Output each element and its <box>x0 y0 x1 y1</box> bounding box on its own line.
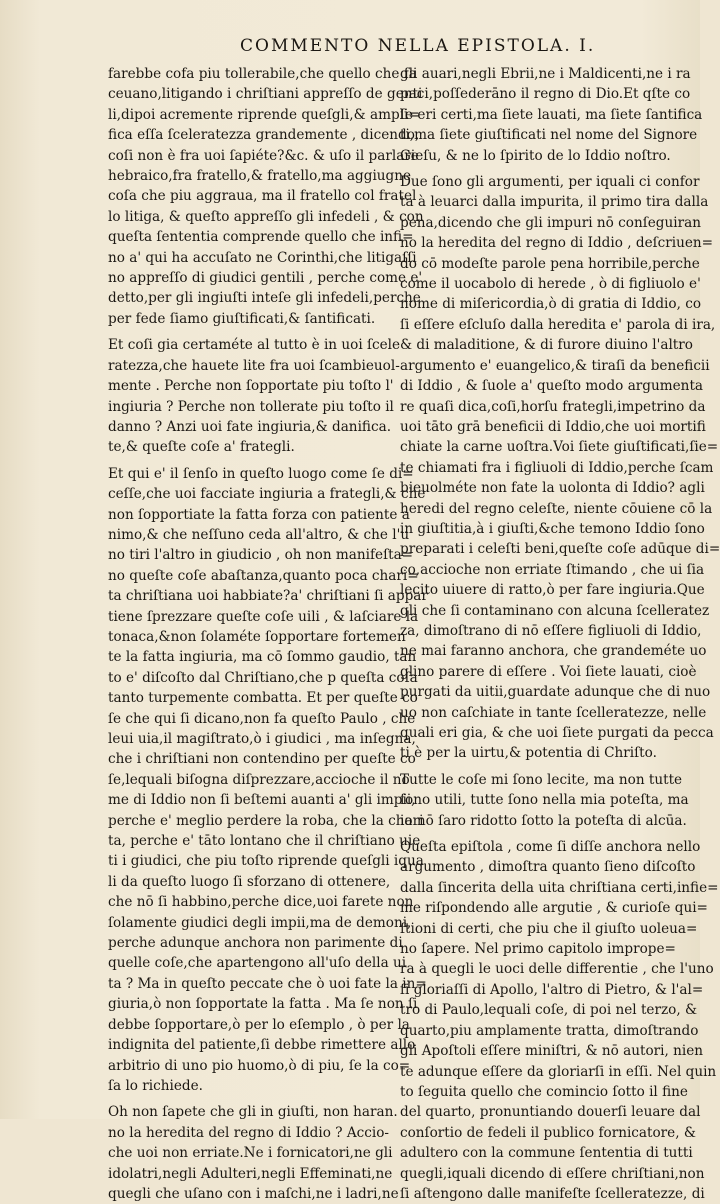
text-line: idolatri,negli Adulteri,negli Effeminati,ne <box>108 1165 393 1182</box>
text-line: no la heredita del regno di Iddio ? Accio- <box>108 1124 390 1141</box>
text-line: quegli che uſano con i maſchi,ne i ladri,ne <box>108 1185 399 1202</box>
text-line: gli Apoſtoli eſſere miniſtri, & nō autori, nien <box>400 1043 704 1060</box>
right-column <box>400 64 720 1204</box>
text-line: za, dimoſtrano di nō eſſere figliuoli di Iddio, <box>400 622 702 639</box>
text-line: ne mai faranno anchora, che grandeméte uo <box>400 643 707 660</box>
text-line: ratezza,che hauete lite fra uoi ſcambieuol- <box>108 357 400 374</box>
text-line: ſolamente giudici degli impii,ma de demoni, <box>108 914 412 931</box>
text-line: tro di Paulo,lequali coſe, di poi nel terzo, & <box>400 1002 698 1019</box>
text-line: lecito uiuere di ratto,ò per fare ingiuria.Que <box>400 582 705 599</box>
text-line: pena,dicendo che gli impuri nō conſeguiran <box>400 214 701 231</box>
text-line: Queſta epiſtola , come ſi diſſe anchora nello <box>400 839 701 856</box>
text-line: co,accioche non erriate ſtimando , che ui ſia <box>400 561 705 578</box>
text-line: uo non caſchiate in tante ſcelleratezze, nelle <box>400 704 707 721</box>
text-line: mente . Perche non ſopportate piu toſto l' <box>108 378 394 395</box>
text-line: nome di miſericordia,ò di gratia di Iddio, co <box>400 296 702 313</box>
text-line: quegli,iquali dicendo di eſſere chriſtiani,non <box>400 1165 705 1182</box>
text-line: danno ? Anzi uoi fate ingiuria,& danifica. <box>108 418 392 435</box>
text-line: ſtioni di certi, che piu che il giuſto uoleua= <box>400 920 698 937</box>
text-line: coſi non è fra uoi ſapiéte?&c. & uſo il parlare <box>108 147 419 164</box>
text-line: di Iddio , & ſuole a' queſto modo argumenta <box>400 378 704 395</box>
text-line: che i chriſtiani non contendino per queſte co <box>108 751 416 768</box>
text-line: detto,per gli ingiuſti inteſe gli infedeli,perche <box>108 290 421 307</box>
paragraph <box>400 770 689 831</box>
text-line: nimo,& che neſſuno ceda all'altro, & che l'u <box>108 526 410 543</box>
text-line: ſa lo richiede. <box>108 1077 203 1094</box>
left-column <box>108 64 428 1204</box>
text-line: chiate la carne uoſtra.Voi ſiete giuſtificati,ſie= <box>400 439 719 456</box>
text-line: adultero con la commune ſententia di tutti <box>400 1145 693 1162</box>
text-line: ceuano,litigando i chriſtiani appreſſo de genti <box>108 86 423 103</box>
text-line: ta, perche e' tāto lontano che il chriſtiano uie <box>108 833 421 850</box>
text-line: li,dipoi acremente riprende queſgli,& ampli= <box>108 106 420 123</box>
text-line: gli auari,negli Ebrii,ne i Maldicenti,ne i ra <box>400 66 691 82</box>
text-line: re quaſi dica,coſi,horſu frategli,impetrino da <box>400 398 706 415</box>
text-line: non ſopportiate la fatta forza con patiente a <box>108 506 410 523</box>
text-line: hebraico,fra fratello,& fratello,ma aggiugne <box>108 168 412 185</box>
text-line: ſe eri certi,ma ſiete lauati, ma ſiete ſantifica <box>400 106 703 123</box>
text-line: arbitrio di uno pio huomo,ò di piu, ſe la co= <box>108 1057 411 1074</box>
text-line: in giuſtitia,à i giuſti,&che temono Iddio ſono <box>400 520 705 537</box>
text-line: li da queſto luogo ſi sforzano di ottenere, <box>108 873 391 890</box>
text-line: bieuolméte non fate la uolonta di Iddio? agli <box>400 480 705 497</box>
text-line: fica eſſa ſceleratezza grandemente , dicendo, <box>108 127 420 144</box>
text-line: Tutte le coſe mi ſono lecite, ma non tutte <box>400 771 683 788</box>
text-line: ſi eſſere eſcluſo dalla heredita e' parola di ira, <box>400 316 716 333</box>
text-line: te adunque eſſere da gloriarſi in eſſi. Nel quin <box>400 1063 717 1080</box>
paragraph <box>108 335 401 457</box>
text-line: debbe ſopportare,ò per lo eſemplo , ò per la <box>108 1016 410 1033</box>
text-line: quarto,piu amplamente tratta, dimoſtrando <box>400 1022 699 1039</box>
text-line: perche e' meglio perdere la roba, che la chari <box>108 812 424 829</box>
text-line: conſortio de fedeli il publico fornicatore, & <box>400 1124 696 1141</box>
text-line: Oh non ſapete che gli in giuſti, non haran. <box>108 1104 398 1121</box>
text-line: glino parere di eſſere . Voi ſiete lauati, cioè <box>400 663 697 680</box>
text-line: leui uia,il magiſtrato,ò i giudici , ma inſegna, <box>108 731 416 747</box>
text-line: io nō ſaro ridotto ſotto la poteſta di alcūa. <box>400 812 687 829</box>
text-line: me di Iddio non ſi beſtemi auanti a' gli impii, <box>108 792 416 809</box>
text-line: te chiamati fra i figliuoli di Iddio,perche ſcam <box>400 459 714 476</box>
text-line: te,& queſte coſe a' frategli. <box>108 439 295 456</box>
text-line: farebbe cofa piu tollerabile,che quello che fa <box>108 66 417 82</box>
text-line: ſe,lequali biſogna diſprezzare,accioche il no <box>108 771 410 788</box>
text-line: no tiri l'altro in giudicio , oh non manifeſta= <box>108 547 414 564</box>
text-line: come il uocabolo di herede , ò di figliuolo e' <box>400 276 701 293</box>
text-line: ſi aſtengono dalle manifeſte ſcelleratezze, di <box>400 1185 705 1202</box>
text-line: ti,ma ſiete giuſtificati nel nome del Signore <box>400 127 698 144</box>
text-line: queſta ſententia comprende quello che infi= <box>108 229 414 246</box>
text-line: coſa che piu aggraua, ma il fratello col fratel <box>108 188 417 205</box>
text-line: Gieſu, & ne lo ſpirito de lo Iddio noſtro. <box>400 147 671 164</box>
text-line: no queſte coſe abaſtanza,quanto poca chari= <box>108 567 419 584</box>
text-line: ra à quegli le uoci delle differentie , che l'uno <box>400 961 714 978</box>
text-line: per fede ſiamo giuſtificati,& ſantificati. <box>108 310 376 327</box>
paragraph <box>108 64 424 329</box>
text-line: no a' qui ha accuſato ne Corinthi,che litigaſſi <box>108 249 417 266</box>
text-line: Due ſono gli argumenti, per iquali ci confor <box>400 174 700 191</box>
text-line: del quarto, pronuntiando douerſi leuare dal <box>400 1104 701 1121</box>
text-line: gli che ſi contaminano con alcuna ſcelleratez <box>400 602 710 619</box>
paragraph <box>400 64 703 166</box>
text-line: Et coſi gia certaméte al tutto è in uoi ſcele <box>108 337 401 354</box>
text-line: Et qui e' il ſenſo in queſto luogo come ſe di= <box>108 465 414 482</box>
paragraph <box>108 464 428 1097</box>
text-line: che nō ſi habbino,perche dice,uoi farete non <box>108 894 414 911</box>
text-line: che uoi non erriate.Ne i fornicatori,ne gli <box>108 1145 393 1162</box>
text-line: ceſſe,che uoi facciate ingiuria a frategli,& che <box>108 486 426 503</box>
text-line: me riſpondendo alle argutie , & curioſe qui= <box>400 900 708 917</box>
text-line: preparati i celeſti beni,queſte coſe adūque di= <box>400 541 720 558</box>
text-line: ſi gloriaſſi di Apollo, l'altro di Pietro, & l'al= <box>400 981 704 998</box>
text-line: argumento , dimoſtra quanto ſieno diſcoſto <box>400 859 696 876</box>
text-line: heredi del regno celeſte, niente cōuiene cō la <box>400 500 713 517</box>
text-line: ſono utili, tutte ſono nella mia poteſta, ma <box>400 792 689 809</box>
text-line: ta chriſtiana uoi habbiate?a' chriſtiani ſi appar <box>108 588 428 605</box>
text-line: ti i giudici, che piu toſto riprende queſgli iqua <box>108 853 424 870</box>
text-line: argumento e' euangelico,& tiraſi da beneficii <box>400 357 710 374</box>
text-line: ſe che qui ſi dicano,non fa queſto Paulo , che <box>108 710 416 727</box>
text-line: ta à leuarci dalla impurita, il primo tira dalla <box>400 194 709 211</box>
paragraph <box>108 1102 399 1204</box>
text-line: uoi tāto grā beneficii di Iddio,che uoi mortifi <box>400 418 706 435</box>
text-line: giuria,ò non ſopportate la fatta . Ma ſe non ſi <box>108 996 418 1013</box>
paragraph <box>400 837 719 1204</box>
text-line: to e' diſcoſto dal Chriſtiano,che p queſta coſa <box>108 669 418 686</box>
text-line: lo litiga, & queſto appreſſo gli infedeli , & con <box>108 208 424 225</box>
text-line: ta ? Ma in queſto peccate che ò uoi fate la in= <box>108 975 427 992</box>
text-line: te la fatta ingiuria, ma cō ſommo gaudio, tan <box>108 649 417 666</box>
text-line: dalla ſincerita della uita chriſtiana certi,infie= <box>400 879 719 896</box>
text-line: do cō modeſte parole pena horribile,perche <box>400 255 700 272</box>
text-line: no appreſſo di giudici gentili , perche come e' <box>108 270 423 287</box>
text-line: no ſapere. Nel primo capitolo imprope= <box>400 941 676 958</box>
text-line: ti è per la uirtu,& potentia di Chriſto. <box>400 745 657 762</box>
text-line: purgati da uitii,guardate adunque che di nuo <box>400 684 711 701</box>
text-line: to ſeguita quello che comincio ſotto il fine <box>400 1083 688 1100</box>
text-line: indignita del patiente,ſi debbe rimettere allo <box>108 1037 416 1054</box>
running-header: COMMENTO NELLA EPISTOLA. I. <box>240 36 596 56</box>
text-line: & di maladitione, & di furore diuino l'altro <box>400 337 693 354</box>
text-line: paci,poſſederāno il regno di Dio.Et qſte co <box>400 86 691 103</box>
text-line: tanto turpemente combatta. Et per queſte co <box>108 690 418 707</box>
text-line: tonaca,&non ſolaméte ſopportare fortemen <box>108 628 406 645</box>
paragraph <box>400 172 720 764</box>
text-line: perche adunque anchora non parimente di <box>108 935 403 952</box>
text-line: no la heredita del regno di Iddio , deſcriuen= <box>400 235 714 252</box>
text-line: quali eri gia, & che uoi ſiete purgati da pecca <box>400 725 714 741</box>
text-line: quelle coſe,che apartengono all'uſo della ui <box>108 955 407 972</box>
text-line: tiene ſprezzare queſte coſe uili , & laſciare la <box>108 608 419 625</box>
text-line: ingiuria ? Perche non tollerate piu toſto il <box>108 398 394 415</box>
